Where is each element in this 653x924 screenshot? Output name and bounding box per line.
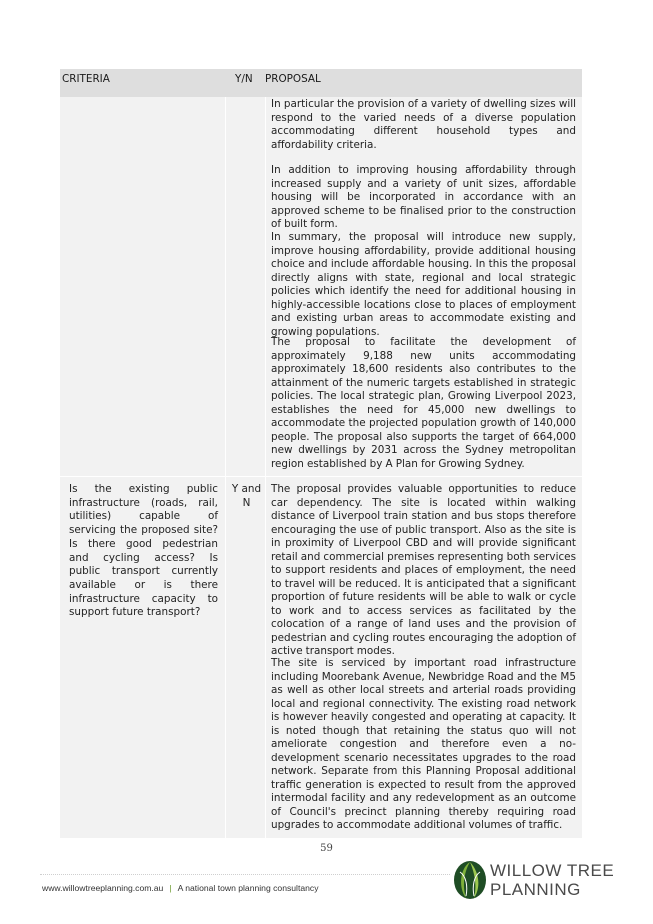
logo-line2: PLANNING [490, 880, 581, 899]
yn-value: Y and N [231, 483, 262, 509]
column-divider [265, 97, 266, 838]
row-divider [60, 476, 582, 477]
footer-separator: | [169, 883, 172, 893]
proposal-paragraph: In particular the provision of a variety of dwelling sizes will respond to the varied needs of a diverse population accommodating different household types and affordability criteria. [271, 98, 576, 151]
footer-website[interactable]: www.willowtreeplanning.com.au [42, 883, 164, 893]
header-criteria: CRITERIA [62, 73, 110, 85]
column-divider [225, 97, 226, 838]
footer-rule [40, 874, 450, 875]
proposal-paragraph: The proposal provides valuable opportunities to reduce car dependency. The site is located within walking distance of Liverpool train station and bus stops therefore encouraging the use of public transport. Also as the site is in proximity of Liverpool CBD and will provide significant retail and commercial premises representing both services to support residents and places of employment, the need to travel will be reduced. It is anticipated that a significant proportion of future residents will be able to walk or cycle to work and to access services as facilitated by the colocation of a range of land uses and the provision of pedestrian and cycling routes encouraging the adoption of active transport modes. [271, 483, 576, 657]
proposal-paragraph: The proposal to facilitate the development of approximately 9,188 new units accommodating approximately 18,600 residents also contributes to the attainment of the numeric targets established in strategic policies. The local strategic plan, Growing Liverpool 2023, establishes the need for 45,000 new dwellings to accommodate the projected population growth of 140,000 people. The proposal also supports the target of 664,000 new dwellings by 2031 across the Sydney metropolitan region established by A Plan for Growing Sydney. [271, 336, 576, 470]
proposal-paragraph: In addition to improving housing affordability through increased supply and a variety of unit sizes, affordable housing will be incorporated in accordance with an approved scheme to be finalised prior to the construction of built form. [271, 164, 576, 230]
footer [42, 883, 319, 893]
page-number: 59 [320, 843, 333, 854]
header-proposal: PROPOSAL [265, 73, 321, 85]
table-header [60, 69, 582, 97]
criteria-table [60, 69, 582, 838]
logo-line1: WILLOW TREE [490, 861, 615, 880]
proposal-paragraph: The site is serviced by important road infrastructure including Moorebank Avenue, Newbridge Road and the M5 as well as other local streets and arterial roads providing local and regional connectivity. The existing road network is however heavily congested and operating at capacity. It is noted though that retaining the status quo will not ameliorate congestion and therefore even a no-development scenario necessitates upgrades to the road network. Separate from this Planning Proposal additional traffic generation is expected to result from the approved intermodal facility and any redevelopment as an outcome of Council's precinct planning thereby requiring road upgrades to accommodate additional volumes of traffic. [271, 657, 576, 831]
criteria-text: Is the existing public infrastructure (roads, rail, utilities) capable of servicing the proposed site? Is there good pedestrian and cycling access? Is public transport currently available or is there infrastructure capacity to support future transport? [69, 483, 218, 619]
header-yn: Y/N [235, 73, 253, 85]
proposal-paragraph: In summary, the proposal will introduce new supply, improve housing affordability, provide additional housing choice and include affordable housing. In this the proposal directly aligns with state, regional and local strategic policies which identify the need for additional housing in highly-accessible locations close to places of employment and existing urban areas to accommodate existing and growing populations. [271, 231, 576, 338]
footer-tagline: A national town planning consultancy [177, 883, 319, 893]
